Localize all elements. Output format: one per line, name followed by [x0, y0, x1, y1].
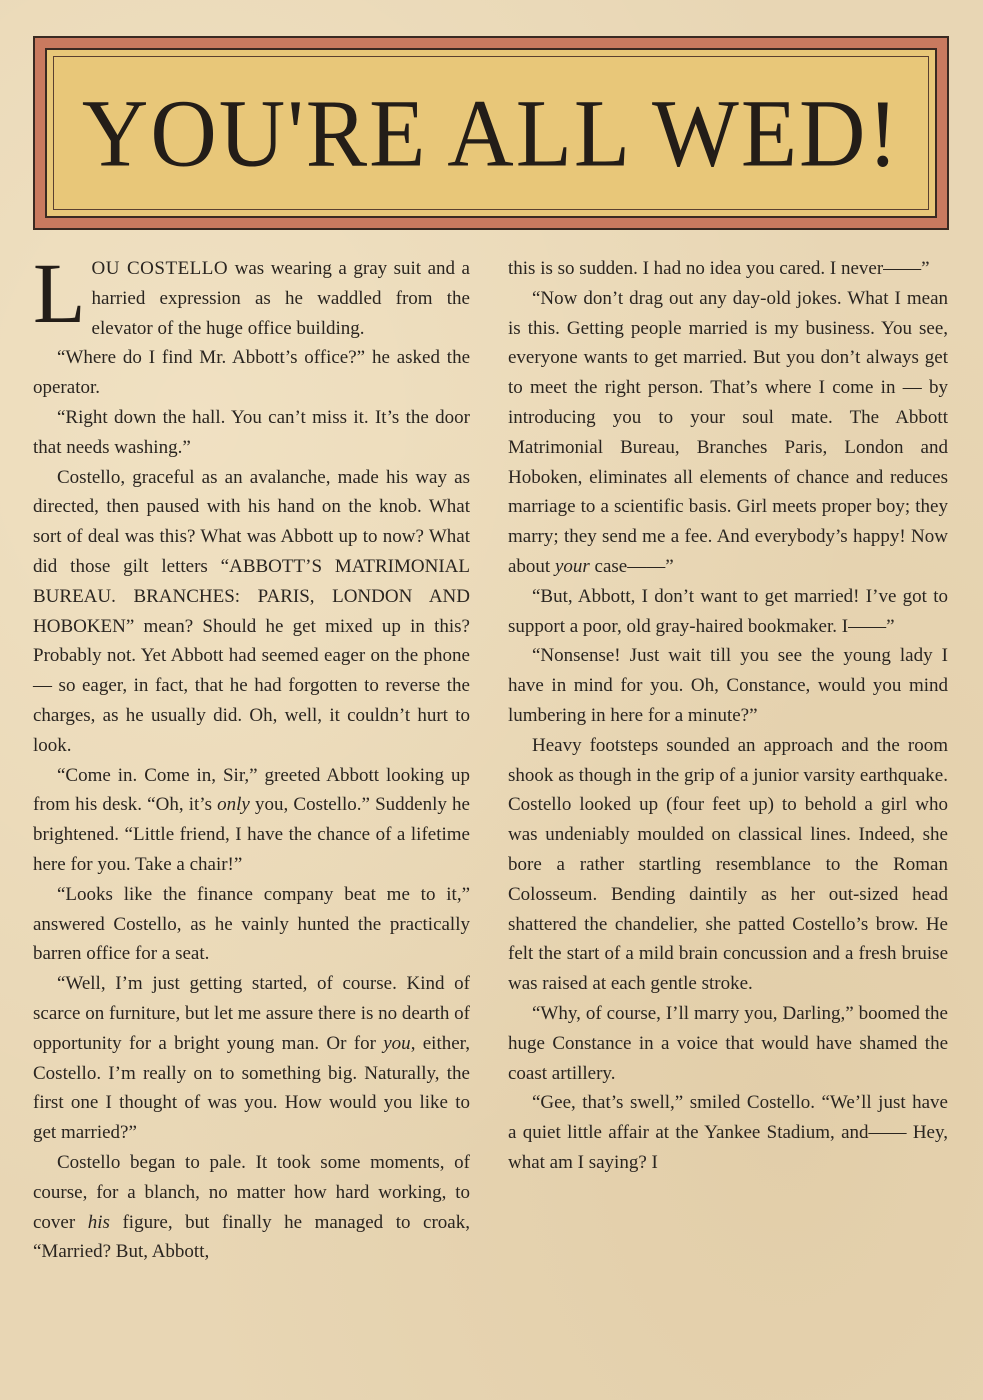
paragraph: “Where do I find Mr. Abbott’s office?” he asked the operator.: [33, 347, 470, 399]
emphasis: only: [217, 794, 250, 816]
paragraph: Costello, graceful as an avalanche, made his way as directed, then paused with his hand on the knob. What sort of deal was this? What was Abbott up to now? What did those gilt letters “ABBOTT’S MATRIMONIAL BUREAU. BRANCHES: PARIS, LONDON AND HOBOKEN” mean? Should he get mixed up in this? Probably not. Yet Abbott had seemed eager on the phone — so eager, in fact, that he had forgotten to reverse the charges, as he usually did. Oh, well, it couldn’t hurt to look.: [33, 466, 470, 756]
paragraph: this is so sudden. I had no idea you cared. I never——”: [508, 258, 930, 279]
emphasis: your: [554, 555, 590, 577]
title-banner: [33, 36, 949, 230]
emphasis: his: [87, 1211, 110, 1233]
paragraph-text: you, Costello.” Suddenly he brightened. “Little friend, I have the chance of a lifetime here for you. Take a chair!”: [33, 794, 470, 875]
paragraph-text: figure, but finally he managed to croak, “Married? But, Abbott,: [33, 1211, 470, 1263]
drop-cap: L: [33, 245, 86, 341]
paragraph: [33, 761, 470, 880]
paragraph: [33, 969, 470, 1148]
lead-in: OU COSTELLO: [91, 258, 229, 279]
paragraph-text: , either, Costello. I’m really on to something big. Naturally, the first one I thought of was you. How would you like to get married?”: [33, 1032, 470, 1144]
paragraph-text: case——”: [589, 555, 674, 577]
paragraph: “Right down the hall. You can’t miss it. It’s the door that needs washing.”: [33, 406, 470, 458]
paragraph: “Looks like the finance company beat me to it,” answered Costello, as he vainly hunted the practically barren office for a seat.: [33, 883, 470, 965]
paragraph: “Nonsense! Just wait till you see the young lady I have in mind for you. Oh, Constance, would you mind lumbering in here for a minute?”: [508, 645, 948, 726]
paragraph: “Why, of course, I’ll marry you, Darling,” boomed the huge Constance in a voice that would have shamed the coast artillery.: [508, 1002, 948, 1084]
title-banner-border: [53, 56, 929, 210]
left-column: [33, 245, 470, 1267]
story-title: YOU'RE ALL WED!: [81, 79, 901, 187]
paragraph: Heavy footsteps sounded an approach and the room shook as though in the grip of a junior varsity earthquake. Costello looked up (four feet up) to behold a girl who was undeniably moulded on classical lines. Indeed, she bore a rather startling resemblance to the Roman Colosseum. Bending daintily as her out-sized head shattered the chandelier, she patted Costello’s brow. He felt the start of a mild brain concussion and a fresh bruise was raised at each gentle stroke.: [508, 734, 948, 995]
paragraph: “Gee, that’s swell,” smiled Costello. “We’ll just have a quiet little affair at the Yankee Stadium, and—— Hey, what am I saying? I: [508, 1092, 948, 1173]
paragraph: [508, 284, 948, 582]
paragraph: [33, 1148, 470, 1267]
paragraph-text: was wearing a gray suit and a harried expression as he waddled from the elevator of the huge office building.: [91, 258, 470, 339]
paragraph-text: “Now don’t drag out any day-old jokes. What I mean is this. Getting people married is my business. You see, everyone wants to get married. But you don’t always get to meet the right person. That’s where I come in — by introducing you to your soul mate. The Abbott Matrimonial Bureau, Branches Paris, London and Hoboken, eliminates all elements of chance and reduces marriage to a scientific basis. Girl meets proper boy; they marry; they send me a fee. And everybody’s happy! Now about: [508, 287, 948, 577]
title-banner-inner: [45, 48, 937, 218]
paragraph: [33, 245, 470, 343]
paragraph-text: “Well, I’m just getting started, of course. Kind of scarce on furniture, but let me assure there is no dearth of opportunity for a bright young man. Or for: [33, 973, 470, 1054]
paragraph: “But, Abbott, I don’t want to get married! I’ve got to support a poor, old gray-haired bookmaker. I——”: [508, 585, 948, 637]
paragraph-text: Costello began to pale. It took some moments, of course, for a blanch, no matter how hard working, to cover: [33, 1151, 470, 1233]
right-column: [508, 254, 948, 1178]
emphasis: you: [383, 1032, 411, 1054]
paragraph-text: “Come in. Come in, Sir,” greeted Abbott looking up from his desk. “Oh, it’s: [33, 764, 470, 816]
